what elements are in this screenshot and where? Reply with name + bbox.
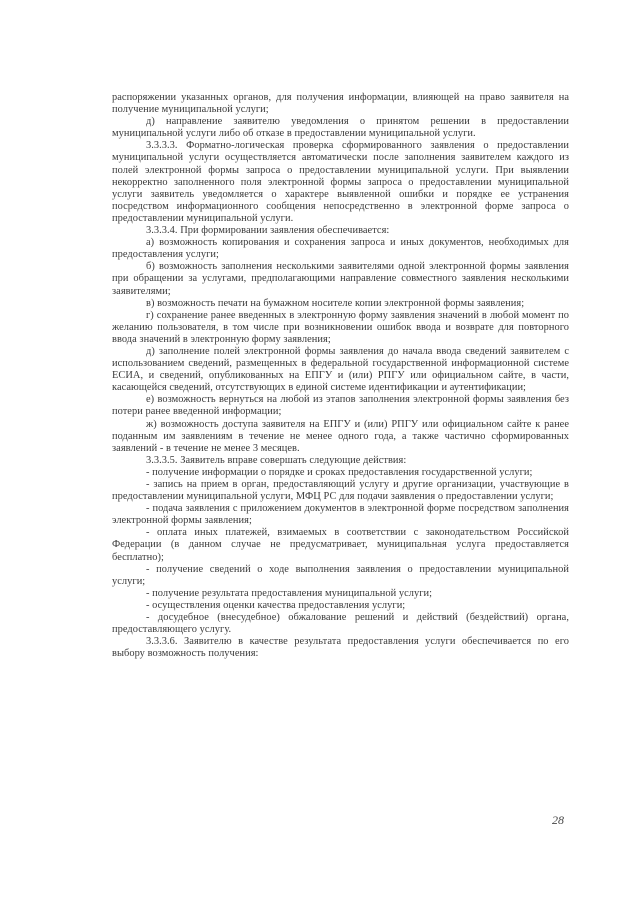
paragraph: - получение сведений о ходе выполнения заявления о предоставлении муниципальной услуги; bbox=[112, 563, 569, 587]
paragraph: а) возможность копирования и сохранения запроса и иных документов, необходимых для предоставления услуги; bbox=[112, 237, 569, 261]
paragraph: - осуществления оценки качества предоставления услуги; bbox=[146, 599, 406, 611]
paragraph: д) заполнение полей электронной формы заявления до начала ввода сведений заявителем с использованием сведений, размещенных в федеральной государственной информационной системе ЕСИА, и сведений, опубликованных на ЕПГУ и (или) РПГУ или официальном сайте, в части, касающейся сведений, отсутствующих в единой системе идентификации и аутентификации; bbox=[112, 345, 569, 394]
paragraph: - оплата иных платежей, взимаемых в соответствии с законодательством Российской Федерации (в данном случае не предусматривает, муниципальная услуга предоставляется бесплатно); bbox=[112, 527, 569, 563]
page-number: 28 bbox=[552, 813, 564, 827]
paragraph: 3.3.3.6. Заявителю в качестве результата предоставления услуги обеспечивается по его выбору возможность получения: bbox=[112, 636, 569, 660]
paragraph: распоряжении указанных органов, для получения информации, влияющей на право заявителя на получение муниципальной услуги; bbox=[112, 92, 569, 116]
paragraph: - досудебное (внесудебное) обжалование решений и действий (бездействий) органа, предоставляющего услугу. bbox=[112, 612, 569, 636]
paragraph: д) направление заявителю уведомления о принятом решении в предоставлении муниципальной услуги либо об отказе в предоставлении муниципальной услуги. bbox=[112, 116, 569, 140]
paragraph: 3.3.3.5. Заявитель вправе совершать следующие действия: bbox=[146, 454, 407, 466]
paragraph: в) возможность печати на бумажном носителе копии электронной формы заявления; bbox=[146, 297, 525, 309]
paragraph: е) возможность вернуться на любой из этапов заполнения электронной формы заявления без потери ранее введенной информации; bbox=[112, 394, 569, 418]
paragraph: 3.3.3.3. Форматно-логическая проверка сформированного заявления о предоставлении муниципальной услуги осуществляется автоматически после заполнения заявителем каждого из полей электронной формы запроса о предоставлении муниципальной услуги. При выявлении некорректно заполненного поля электронной формы запроса о предоставлении муниципальной услуги заявитель уведомляется о характере выявленной ошибки и порядке ее устранения посредством информационного сообщения непосредственно в электронной форме запроса о предоставлении муниципальной услуги. bbox=[112, 140, 569, 224]
paragraph: - запись на прием в орган, предоставляющий услугу и другие организации, участвующие в предоставлении муниципальной услуги, МФЦ РС для подачи заявления о предоставлении услуги; bbox=[112, 479, 569, 503]
paragraph: г) сохранение ранее введенных в электронную форму заявления значений в любой момент по желанию пользователя, в том числе при возникновении ошибок ввода и возврате для повторного ввода значений в электронную форму заявления; bbox=[112, 309, 569, 345]
paragraph: 3.3.3.4. При формировании заявления обеспечивается: bbox=[146, 225, 390, 237]
document-body bbox=[112, 92, 569, 660]
paragraph: - подача заявления с приложением документов в электронной форме посредством заполнения электронной формы заявления; bbox=[112, 503, 569, 527]
paragraph: ж) возможность доступа заявителя на ЕПГУ и (или) РПГУ или официальном сайте к ранее поданным им заявлениям в течение не менее одного года, а также частично сформированных заявлений - в течение не менее 3 месяцев. bbox=[112, 418, 569, 454]
paragraph: - получение результата предоставления муниципальной услуги; bbox=[146, 587, 433, 599]
paragraph: - получение информации о порядке и сроках предоставления государственной услуги; bbox=[146, 466, 533, 478]
paragraph: б) возможность заполнения несколькими заявителями одной электронной формы заявления при обращении за услугами, предполагающими направление совместного заявления несколькими заявителями; bbox=[112, 261, 569, 297]
